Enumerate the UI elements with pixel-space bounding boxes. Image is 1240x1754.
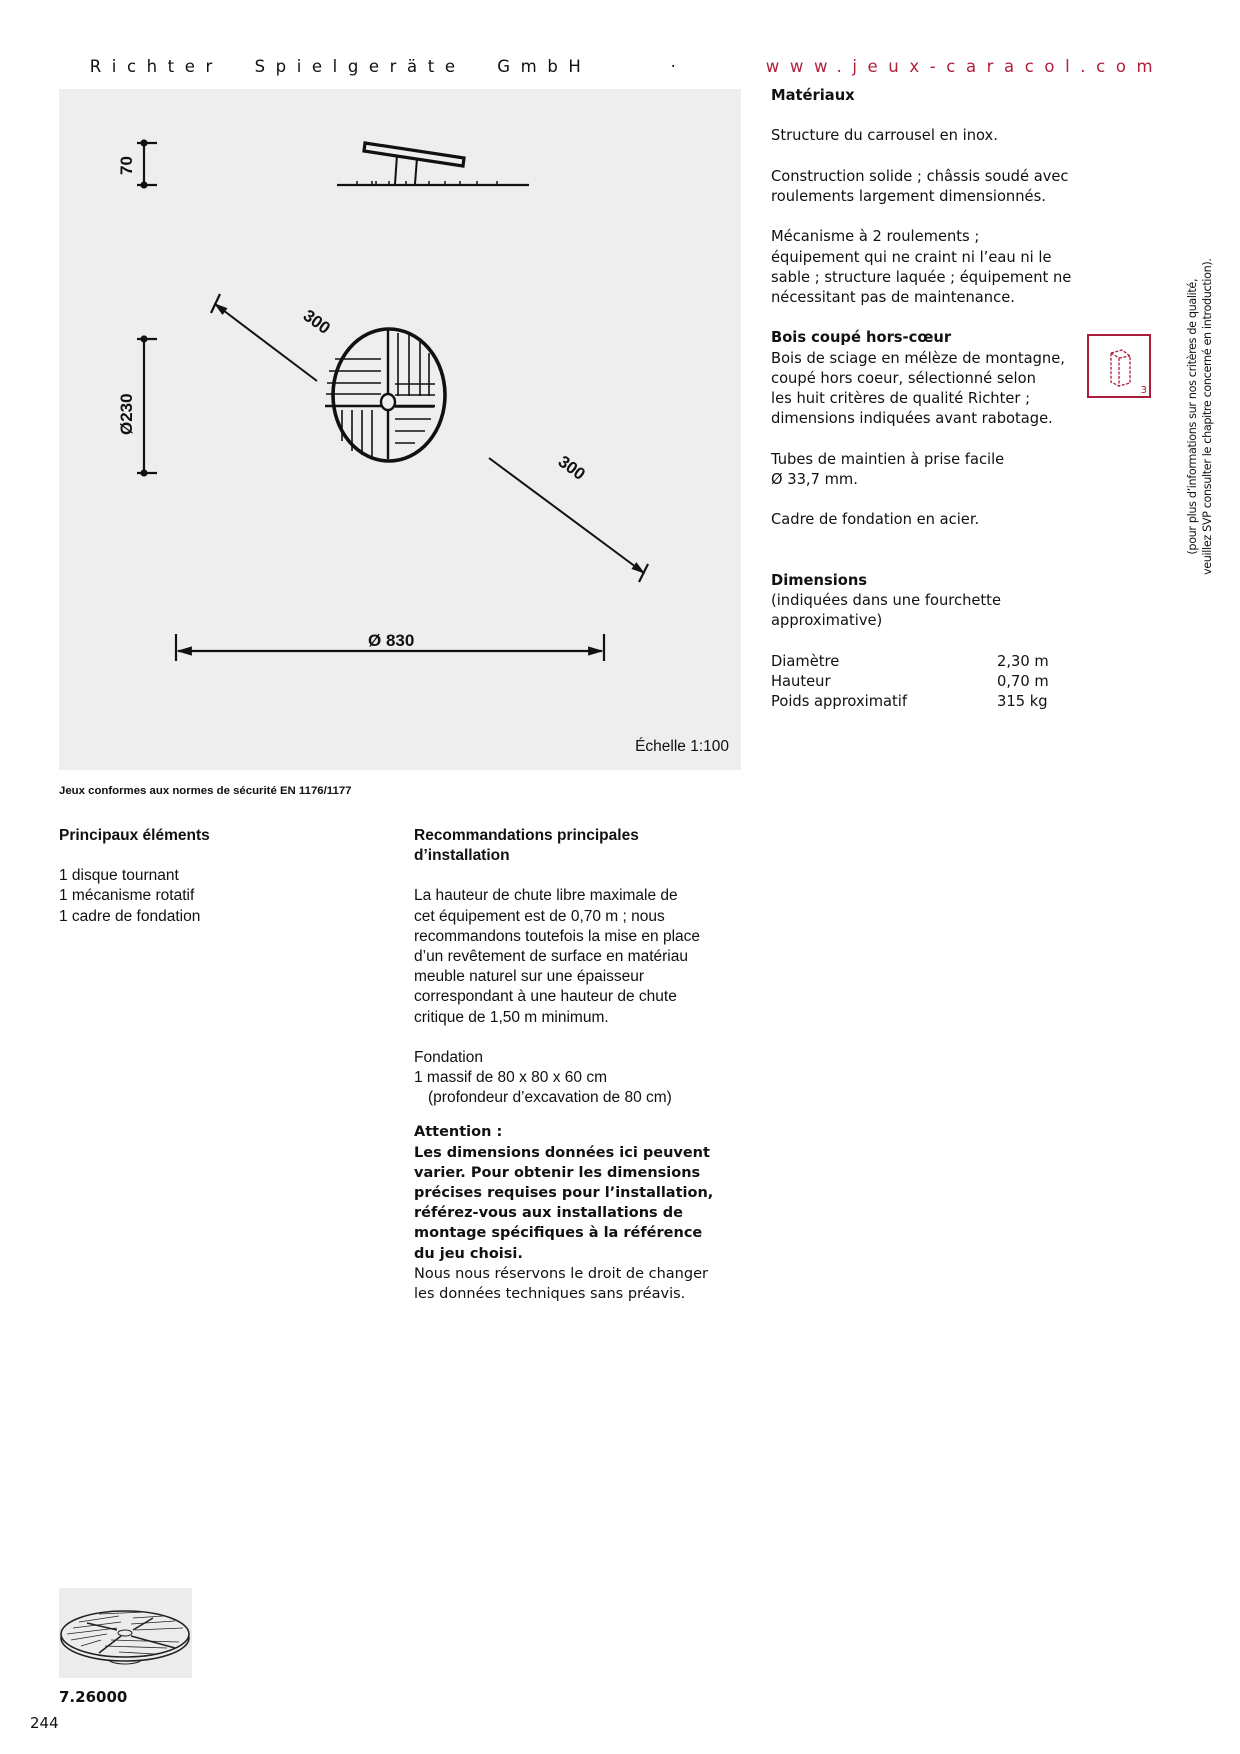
dimension-label: Poids approximatif <box>771 692 908 710</box>
list-item: 1 disque tournant <box>59 867 179 885</box>
dimensions-title: Dimensions <box>771 571 868 589</box>
overall-diameter-label: Ø 830 <box>368 631 415 650</box>
materials-text: sable ; structure laquée ; équipement ne <box>771 268 1072 286</box>
foundation-note: (profondeur d’excavation de 80 cm) <box>428 1089 672 1107</box>
article-number: 7.26000 <box>59 1688 128 1706</box>
installation-text-line: correspondant à une hauteur de chute <box>414 988 677 1006</box>
dimension-label: Hauteur <box>771 672 831 690</box>
safety-norm-note: Jeux conformes aux normes de sécurité EN 1176/1177 <box>59 785 352 797</box>
side-note-line: veuillez SVP consulter le chapitre concerné en introduction). <box>1200 258 1214 575</box>
side-view <box>337 143 529 185</box>
dimension-label: Diamètre <box>771 652 840 670</box>
list-item: 1 mécanisme rotatif <box>59 887 195 905</box>
disc-diameter-dimension <box>137 337 157 476</box>
tubes-text: Tubes de maintien à prise facile <box>771 450 1005 468</box>
quality-criteria-note <box>1186 258 1215 575</box>
scale-label: Échelle 1:100 <box>635 738 729 755</box>
installation-title-line2: d’installation <box>414 847 510 865</box>
dimensions-subtitle: (indiquées dans une fourchette <box>771 591 1001 609</box>
dimensions-table <box>771 652 1049 713</box>
page-header <box>58 38 1163 76</box>
installation-text-line: critique de 1,50 m minimum. <box>414 1008 609 1026</box>
installation-text-line: recommandons toutefois la mise en place <box>414 927 701 945</box>
materials-text: nécessitant pas de maintenance. <box>771 288 1015 306</box>
side-note-line: (pour plus d’informations sur nos critères de qualité, <box>1186 278 1199 555</box>
table-row <box>771 672 1049 692</box>
principal-elements-section <box>59 826 359 927</box>
product-thumbnail <box>59 1588 192 1678</box>
list-item: 1 cadre de fondation <box>59 907 201 925</box>
attention-line: Les dimensions données ici peuvent <box>414 1144 710 1161</box>
wood-title: Bois coupé hors-cœur <box>771 329 952 347</box>
attention-title: Attention : <box>414 1124 503 1141</box>
table-row <box>771 652 1049 672</box>
wood-text: coupé hors coeur, sélectionné selon <box>771 369 1036 387</box>
installation-text-line: d’un revêtement de surface en matériau <box>414 948 688 966</box>
dimension-value: 315 kg <box>997 692 1048 710</box>
disclaimer-line: Nous nous réservons le droit de changer <box>414 1265 708 1282</box>
header-separator: · <box>670 57 687 76</box>
materials-text: Construction solide ; châssis soudé avec <box>771 167 1069 185</box>
table-row <box>771 692 1049 712</box>
materials-text: Structure du carrousel en inox. <box>771 127 998 145</box>
disc-diameter-label: Ø230 <box>117 393 136 435</box>
materials-text: équipement qui ne craint ni l’eau ni le <box>771 248 1052 266</box>
installation-text-line: cet équipement est de 0,70 m ; nous <box>414 907 665 925</box>
installation-title-line1: Recommandations principales <box>414 827 639 844</box>
carousel-disc-illustration <box>59 1588 192 1678</box>
materials-text: Mécanisme à 2 roulements ; <box>771 228 980 246</box>
disclaimer-line: les données techniques sans préavis. <box>414 1286 686 1303</box>
attention-line: montage spécifiques à la référence <box>414 1225 703 1242</box>
dimension-value: 2,30 m <box>997 652 1049 670</box>
materials-text: roulements largement dimensionnés. <box>771 187 1046 205</box>
height-dim-label: 70 <box>117 156 136 175</box>
materials-section <box>771 86 1101 712</box>
principal-elements-title: Principaux éléments <box>59 827 210 844</box>
attention-line: précises requises pour l’installation, <box>414 1185 714 1202</box>
clearance-lower-label: 300 <box>554 451 589 484</box>
wood-quality-number: 3 <box>1140 385 1147 396</box>
clearance-upper-label: 300 <box>299 305 334 338</box>
attention-line: du jeu choisi. <box>414 1245 523 1262</box>
dimension-value: 0,70 m <box>997 672 1049 690</box>
page-number: 244 <box>30 1714 59 1732</box>
wood-text: dimensions indiquées avant rabotage. <box>771 410 1053 428</box>
wood-quality-icon <box>1087 334 1151 398</box>
height-dimension <box>137 141 157 188</box>
installation-text-line: La hauteur de chute libre maximale de <box>414 887 678 905</box>
attention-line: référez-vous aux installations de <box>414 1205 683 1222</box>
wood-text: les huit critères de qualité Richter ; <box>771 389 1031 407</box>
dimensions-subtitle: approximative) <box>771 612 883 630</box>
frame-text: Cadre de fondation en acier. <box>771 511 980 529</box>
website-link[interactable]: www.jeux-caracol.com <box>765 57 1164 76</box>
materials-title: Matériaux <box>771 87 855 104</box>
foundation-spec: 1 massif de 80 x 80 x 60 cm <box>414 1069 607 1087</box>
installation-section <box>414 826 754 1304</box>
installation-text-line: meuble naturel sur une épaisseur <box>414 968 645 986</box>
tubes-text: Ø 33,7 mm. <box>771 470 858 488</box>
foundation-title: Fondation <box>414 1048 483 1066</box>
technical-drawing <box>59 89 741 770</box>
wood-text: Bois de sciage en mélèze de montagne, <box>771 349 1065 367</box>
attention-line: varier. Pour obtenir les dimensions <box>414 1164 701 1181</box>
disc-top-view <box>325 329 445 461</box>
company-name: Richter Spielgeräte GmbH <box>89 57 592 76</box>
technical-drawing-panel <box>59 89 741 770</box>
